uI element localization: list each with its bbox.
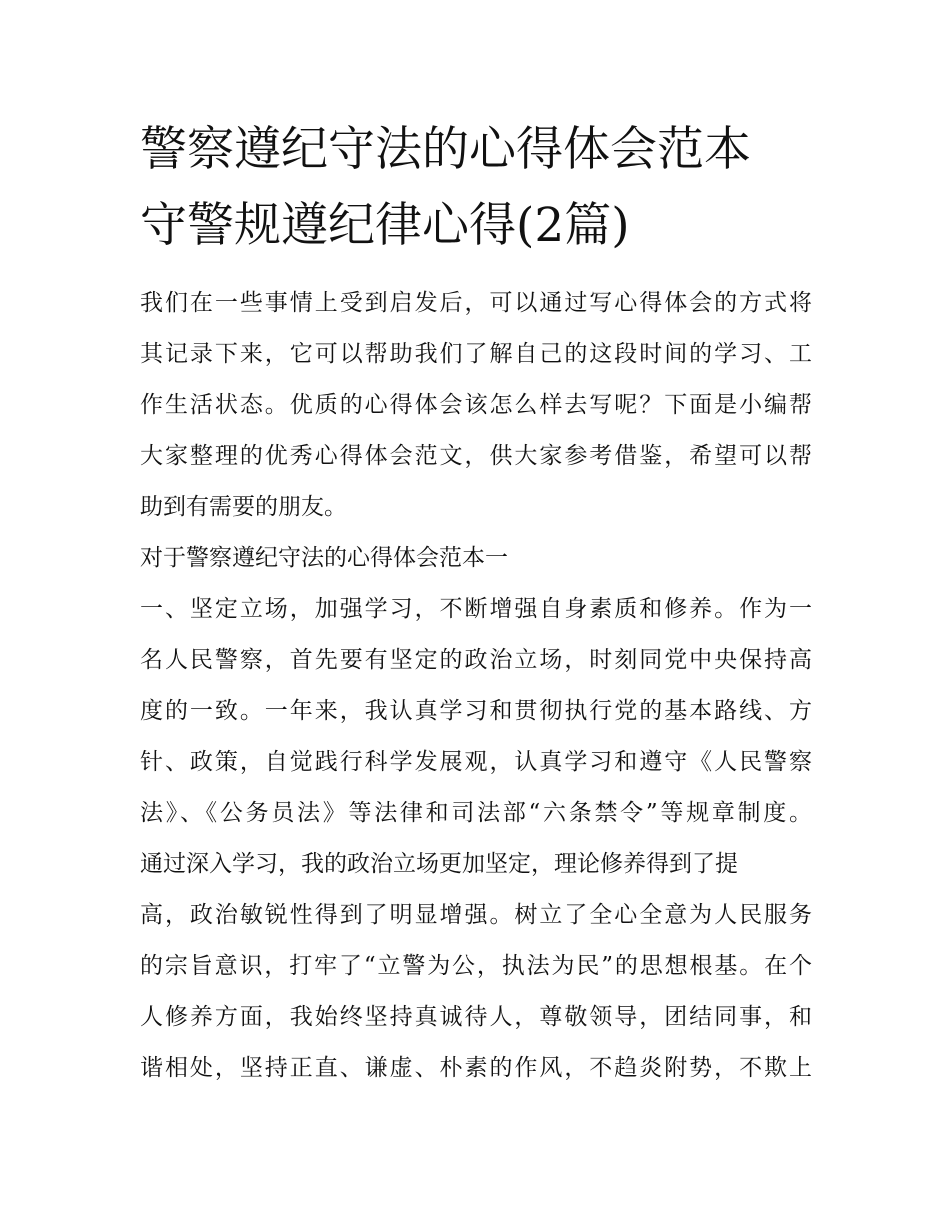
document-title <box>140 112 840 264</box>
body-line: 其记录下来，它可以帮助我们了解自己的这段时间的学习、工 <box>140 341 812 367</box>
body-line: 助到有需要的朋友。 <box>140 494 347 520</box>
body-line: 谐相处，坚持正直、谦虚、朴素的作风，不趋炎附势，不欺上 <box>140 1055 812 1081</box>
body-line: 法》、《公务员法》等法律和司法部“六条禁令”等规章制度。 <box>140 800 812 826</box>
section-heading: 对于警察遵纪守法的心得体会范本一 <box>140 545 508 571</box>
body-line: 的宗旨意识，打牢了“立警为公，执法为民”的思想根基。在个 <box>140 953 812 979</box>
body-line: 人修养方面，我始终坚持真诚待人，尊敬领导，团结同事，和 <box>140 1004 812 1030</box>
body-line: 度的一致。一年来，我认真学习和贯彻执行党的基本路线、方 <box>140 698 812 724</box>
body-line: 针、政策，自觉践行科学发展观，认真学习和遵守《人民警察 <box>140 749 812 775</box>
body-line: 一、坚定立场，加强学习，不断增强自身素质和修养。作为一 <box>140 596 812 622</box>
body-line: 我们在一些事情上受到启发后，可以通过写心得体会的方式将 <box>140 290 812 316</box>
body-line: 名人民警察，首先要有坚定的政治立场，时刻同党中央保持高 <box>140 647 812 673</box>
title-line-2: 守警规遵纪律心得(2篇) <box>140 198 630 253</box>
body-line: 高，政治敏锐性得到了明显增强。树立了全心全意为人民服务 <box>140 902 812 928</box>
body-line: 大家整理的优秀心得体会范文，供大家参考借鉴，希望可以帮 <box>140 443 812 469</box>
document-body <box>140 278 812 1094</box>
body-line: 作生活状态。优质的心得体会该怎么样去写呢？下面是小编帮 <box>140 392 812 418</box>
title-line-1: 警察遵纪守法的心得体会范本 <box>140 122 751 177</box>
body-line: 通过深入学习，我的政治立场更加坚定，理论修养得到了提 <box>140 851 738 877</box>
